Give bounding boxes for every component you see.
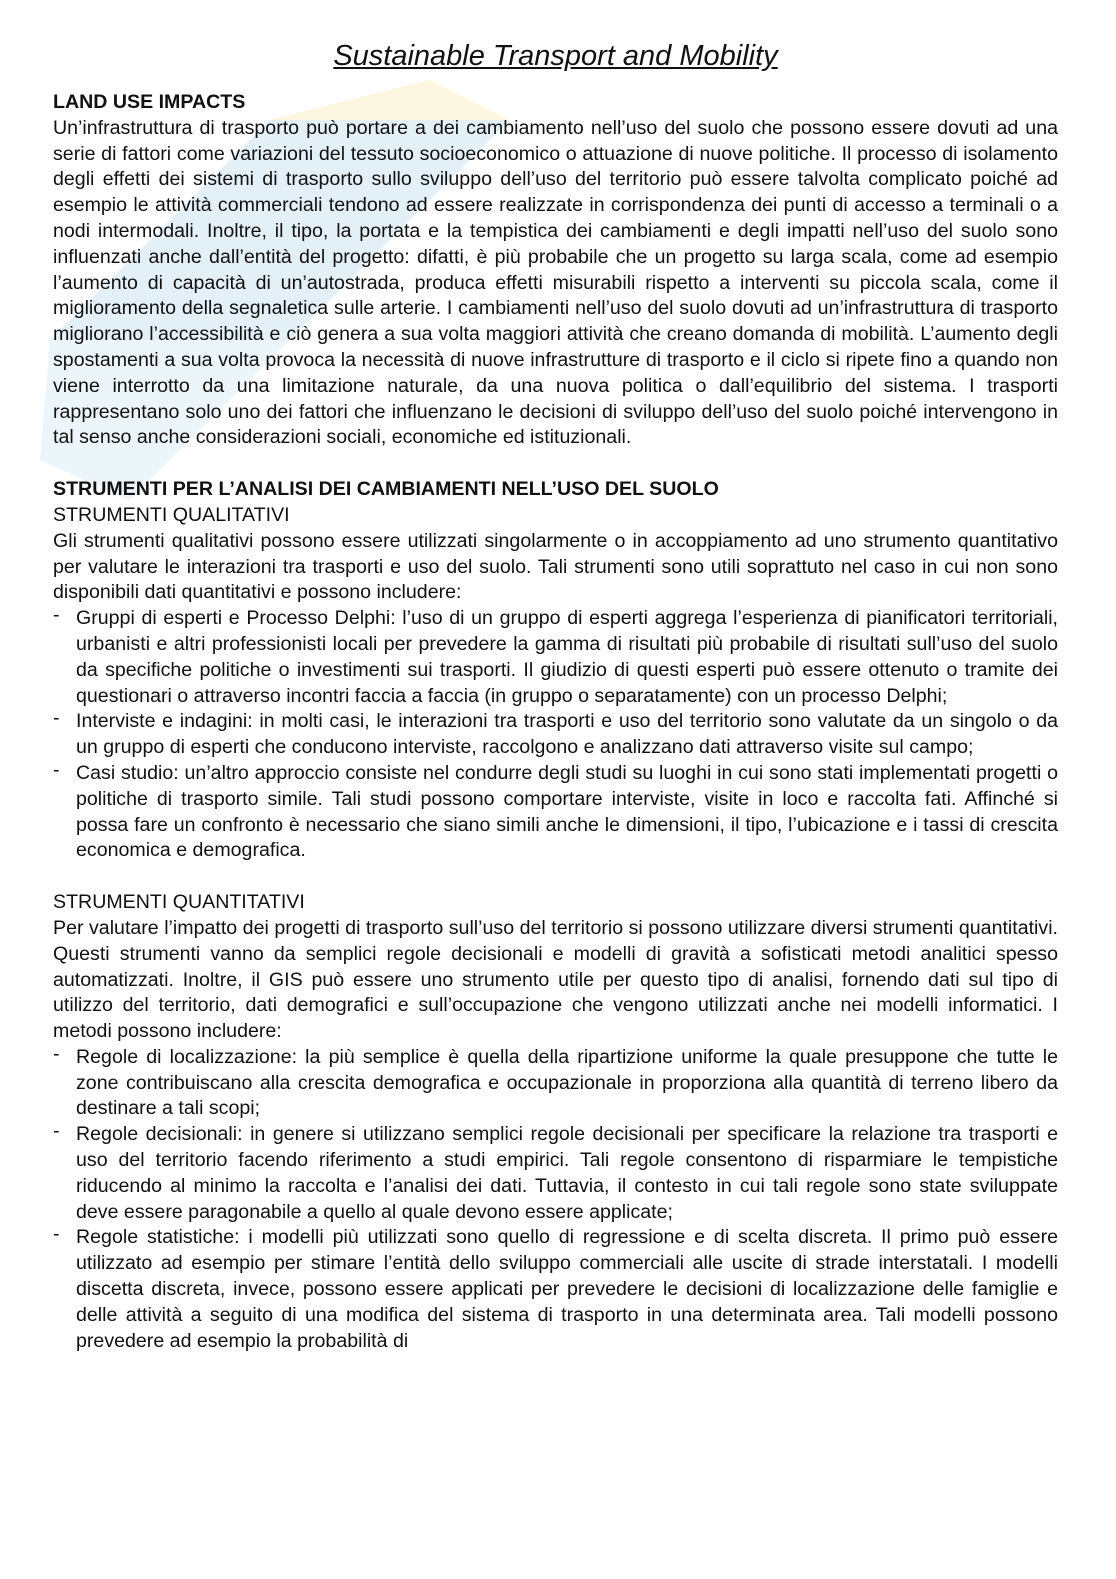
section-analysis-tools [53, 477, 1058, 1354]
quantitative-list [53, 1042, 1058, 1355]
bullet-marker: - [53, 707, 60, 730]
list-item [53, 1225, 1058, 1354]
list-item-text: Gruppi di esperti e Processo Delphi: l’uso di un gruppo di esperti aggrega l’esperienza di pianificatori territoriali, urbanisti e altri professionisti locali per prevedere la gamma di risultati più probabile di risultati sull’uso del suolo da specifiche politiche o investimenti sui trasporti. Il giudizio di questi esperti può essere ottenuto o tramite dei questionari o attraverso incontri faccia a faccia (in gruppo o separatamente) con un processo Delphi; [76, 607, 1058, 707]
list-item [53, 758, 1058, 864]
list-item-text: Regole decisionali: in genere si utilizzano semplici regole decisionali per specificare la relazione tra trasporti e uso del territorio facendo riferimento a studi empirici. Tali regole consentono di risparmiare le tempistiche riducendo al minimo la raccolta e l’analisi dei dati. Tuttavia, il contesto in cui tali regole sono state sviluppate deve essere paragonabile a quello al quale devono essere applicate; [76, 1123, 1058, 1223]
list-item-text: Regole di localizzazione: la più semplice è quella della ripartizione uniforme la quale presuppone che tutte le zone contribuiscano alla crescita demografica e occupazionale in proporziona alla quantità di terreno libero da destinare a tali scopi; [76, 1045, 1058, 1120]
bullet-marker: - [53, 1223, 60, 1246]
section-heading: LAND USE IMPACTS [53, 91, 246, 113]
bullet-marker: - [53, 604, 60, 627]
qualitative-list [53, 606, 1058, 864]
bullet-marker: - [53, 1120, 60, 1143]
list-item-text: Casi studio: un’altro approccio consiste nel condurre degli studi su luoghi in cui sono stati implementati progetti o politiche di trasporto simile. Tali studi possono comportare interviste, visite in loco e raccolta fati. Affinché si possa fare un confronto è necessario che siano simili anche le dimensioni, il tipo, l’ubicazione e i tassi di crescita economica e demografica. [76, 761, 1058, 862]
bullet-marker: - [53, 758, 60, 781]
bullet-marker: - [53, 1042, 60, 1065]
document-page [53, 0, 1058, 1354]
list-item [53, 1042, 1058, 1122]
section-heading: STRUMENTI PER L’ANALISI DEI CAMBIAMENTI NELL’USO DEL SUOLO [53, 478, 719, 501]
section-land-use-impacts [53, 90, 1058, 451]
document-title: Sustainable Transport and Mobility [333, 40, 778, 72]
list-item [53, 606, 1058, 709]
list-item [53, 709, 1058, 761]
list-item [53, 1122, 1058, 1225]
section-paragraph: Un’infrastruttura di trasporto può portare a dei cambiamento nell’uso del suolo che possono essere dovuti ad una serie di fattori come variazioni del tessuto socioeconomico o attuazione di nuove politiche. Il processo di isolamento degli effetti dei sistemi di trasporto sullo sviluppo dell’uso del territorio può essere talvolta complicato poiché ad esempio le attività commerciali tendono ad essere realizzate in corrispondenza dei punti di accesso a terminali o a nodi intermodali. Inoltre, il tipo, la portata e la tempistica dei cambiamenti e degli impatti nell’uso del suolo sono influenzati anche dall’entità del progetto: difatti, è più probabile che un progetto su larga scala, come ad esempio l’aumento di capacità di un’autostrada, produca effetti misurabili rispetto a interventi su piccola scala, come il miglioramento della segnaletica sulle arterie. I cambiamenti nell’uso del suolo dovuti ad un’infrastruttura di trasporto migliorano l’accessibilità e ciò genera a sua volta maggiori attività che creano domanda di mobilità. L’aumento degli spostamenti a sua volta provoca la necessità di nuove infrastrutture di trasporto e il ciclo si ripete fino a quando non viene interrotto da una limitazione naturale, da una nuova politica o dall’equilibrio del sistema. I trasporti rappresentano solo uno dei fattori che influenzano le decisioni di sviluppo dell’uso del suolo poiché intervengono in tal senso anche considerazioni sociali, economiche ed istituzionali. [53, 116, 1058, 449]
subsection-heading-qualitative: STRUMENTI QUALITATIVI [53, 503, 290, 526]
list-item-text: Interviste e indagini: in molti casi, le interazioni tra trasporti e uso del territorio sono valutate da un singolo o da un gruppo di esperti che conducono interviste, raccolgono e analizzano dati attraverso visite sul campo; [76, 710, 1058, 759]
subsection-heading-quantitative: STRUMENTI QUANTITATIVI [53, 891, 305, 914]
quantitative-intro: Per valutare l’impatto dei progetti di trasporto sull’uso del territorio si possono utilizzare diversi strumenti quantitativi. Questi strumenti vanno da semplici regole decisionali e modelli di gravità a sofisticati metodi analitici spesso automatizzati. Inoltre, il GIS può essere uno strumento utile per questo tipo di analisi, fornendo dati sul tipo di utilizzo del territorio, dati demografici e sull’occupazione che vengono utilizzati anche nei modelli informatici. I metodi possono includere: [53, 916, 1058, 1043]
qualitative-intro: Gli strumenti qualitativi possono essere utilizzati singolarmente o in accoppiamento ad uno strumento quantitativo per valutare le interazioni tra trasporti e uso del suolo. Tali strumenti sono utili soprattuto nel caso in cui non sono disponibili dati quantitativi e possono includere: [53, 529, 1058, 604]
list-item-text: Regole statistiche: i modelli più utilizzati sono quello di regressione e di scelta discreta. Il primo può essere utilizzato ad esempio per stimare l’entità dello sviluppo commerciali alle uscite di strade interstatali. I modelli discetta discreta, invece, possono essere applicati per prevedere le decisioni di localizzazione delle famiglie e delle attività a seguito di una modifica del sistema di trasporto in una determinata area. Tali modelli possono prevedere ad esempio la probabilità di [76, 1226, 1058, 1352]
